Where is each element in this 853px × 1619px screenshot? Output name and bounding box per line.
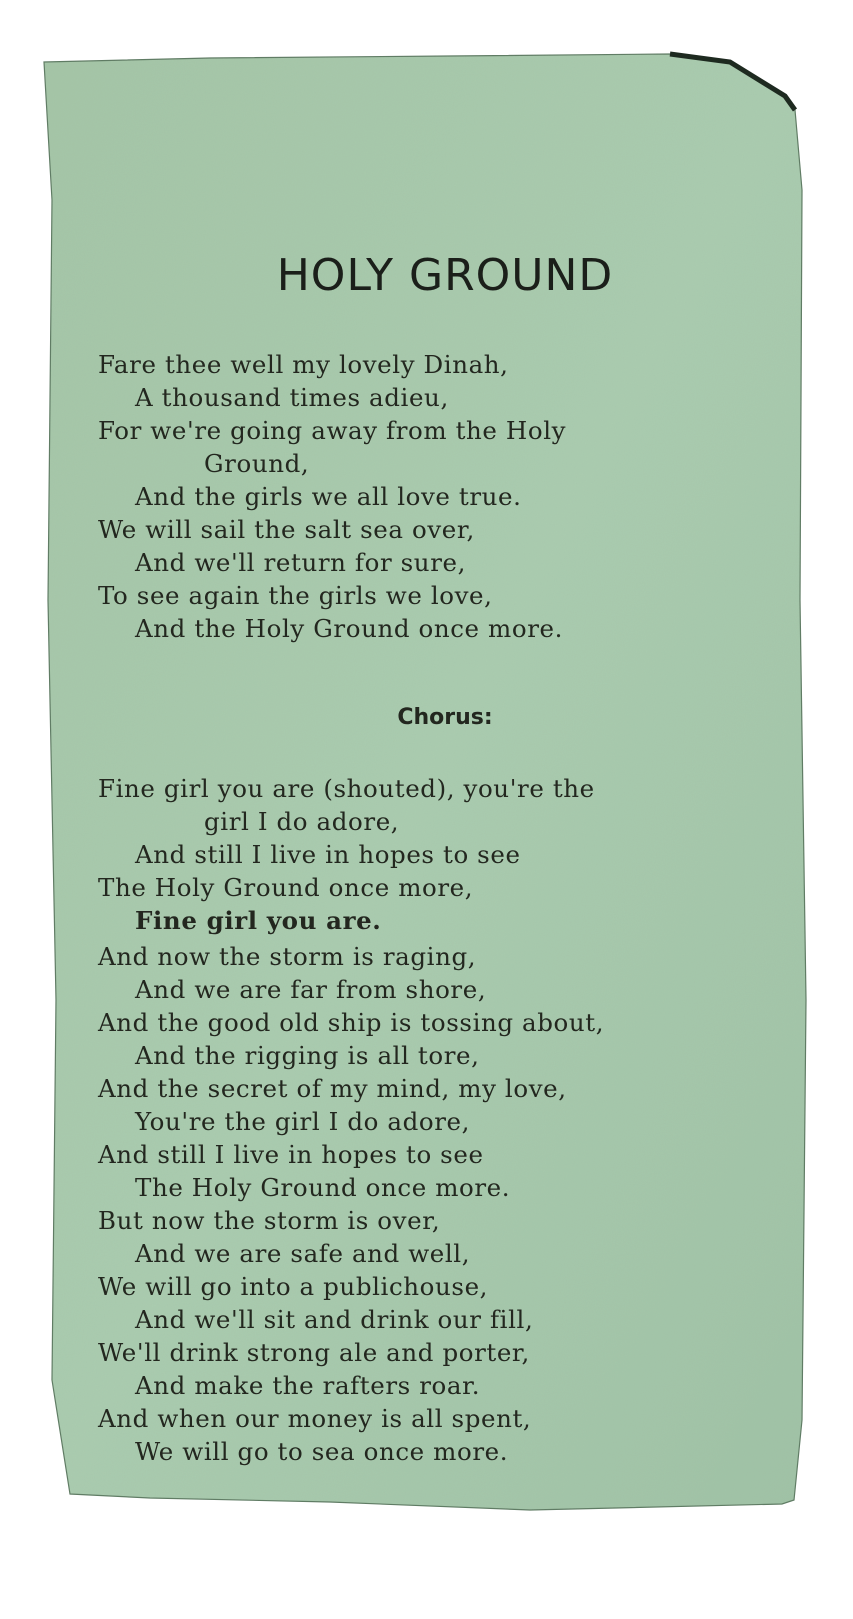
chorus-line: Fine girl you are (shouted), you're the <box>98 774 595 803</box>
verse-one <box>98 348 788 645</box>
verse-line: And make the rafters roar. <box>135 1371 481 1400</box>
verse-line: We will go to sea once more. <box>135 1437 509 1466</box>
verse-line: And when our money is all spent, <box>98 1404 532 1433</box>
verse-line: We will go into a publichouse, <box>98 1272 489 1301</box>
verse-line: And the girls we all love true. <box>135 482 522 511</box>
verse-line: And still I live in hopes to see <box>98 1140 484 1169</box>
verse-line: For we're going away from the Holy <box>98 416 567 445</box>
chorus-line: girl I do adore, <box>204 807 400 836</box>
verse-line: You're the girl I do adore, <box>135 1107 470 1136</box>
verse-line: And we'll sit and drink our fill, <box>135 1305 534 1334</box>
verse-line: A thousand times adieu, <box>135 383 449 412</box>
verse-line: And the good old ship is tossing about, <box>98 1008 605 1037</box>
verse-line: And the Holy Ground once more. <box>135 614 564 643</box>
chorus <box>98 772 788 937</box>
verse-line: But now the storm is over, <box>98 1206 441 1235</box>
verse-line: And the rigging is all tore, <box>135 1041 480 1070</box>
verse-line: And we are far from shore, <box>135 975 487 1004</box>
verse-line: Fare thee well my lovely Dinah, <box>98 350 509 379</box>
verse-line: We will sail the salt sea over, <box>98 515 475 544</box>
verse-line: Ground, <box>204 449 310 478</box>
verse-line: And now the storm is raging, <box>98 942 477 971</box>
chorus-line: Fine girl you are. <box>135 906 382 935</box>
chorus-heading: Chorus: <box>397 705 493 730</box>
verse-line: And the secret of my mind, my love, <box>98 1074 567 1103</box>
verse-line: And we'll return for sure, <box>135 548 466 577</box>
song-title: HOLY GROUND <box>276 250 614 301</box>
chorus-line: And still I live in hopes to see <box>135 840 521 869</box>
chorus-line: The Holy Ground once more, <box>98 873 474 902</box>
verse-line: And we are safe and well, <box>135 1239 471 1268</box>
verse-line: To see again the girls we love, <box>98 581 493 610</box>
verse-two <box>98 940 788 1468</box>
verse-line: We'll drink strong ale and porter, <box>98 1338 530 1367</box>
verse-line: The Holy Ground once more. <box>135 1173 511 1202</box>
